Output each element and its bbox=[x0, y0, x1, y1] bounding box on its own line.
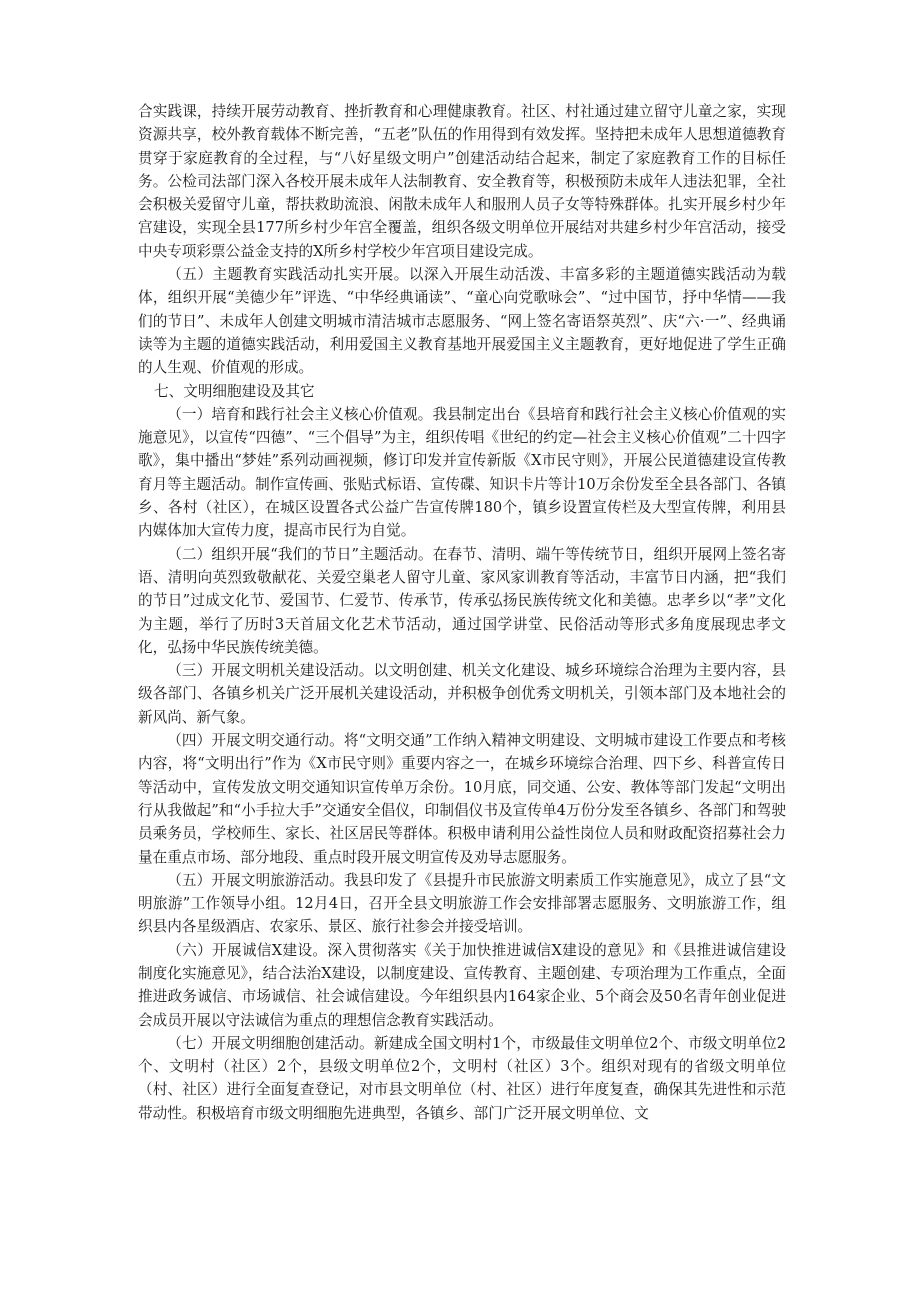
paragraph-civilized-tourism: （五）开展文明旅游活动。我县印发了《县提升市民旅游文明素质工作实施意见》，成立了县“文明旅游”工作领导小组。12月4日，召开全县文明旅游工作会安排部署志愿服务、文明旅游工作，组织县内各星级酒店、农家乐、景区、旅行社参会并接受培训。 bbox=[138, 871, 786, 936]
paragraph-theme-education-practice: （五）主题教育实践活动扎实开展。以深入开展生动活泼、丰富多彩的主题道德实践活动为载体，组织开展“美德少年”评选、“中华经典诵读”、“童心向党歌咏会”、“过中国节，抒中华情——我们的节日”、未成年人创建文明城市清洁城市志愿服务、“网上签名寄语祭英烈”、庆“六·一”、经典诵读等为主题的道德实践活动，利用爱国主义教育基地开展爱国主义主题教育，更好地促进了学生正确的人生观、价值观的形成。 bbox=[138, 266, 786, 377]
paragraph-integrity-building: （六）开展诚信X建设。深入贯彻落实《关于加快推进诚信X建设的意见》和《县推进诚信建设制度化实施意见》，结合法治X建设，以制度建设、宣传教育、主题创建、专项治理为工作重点，全面推进政务诚信、市场诚信、社会诚信建设。今年组织县内164家企业、5个商会及50名青年创业促进会成员开展以守法诚信为重点的理想信念教育实践活动。 bbox=[138, 941, 786, 1029]
paragraph-school-education-continued: 合实践课，持续开展劳动教育、挫折教育和心理健康教育。社区、村社通过建立留守儿童之家，实现资源共享，校外教育载体不断完善，“五老”队伍的作用得到有效发挥。坚持把未成年人思想道德教育贯穿于家庭教育的全过程，与“八好星级文明户”创建活动结合起来，制定了家庭教育工作的目标任务。公检司法部门深入各校开展未成年人法制教育、安全教育等，积极预防未成年人违法犯罪，全社会积极关爱留守儿童，帮扶救助流浪、闲散未成年人和服刑人员子女等特殊群体。扎实开展乡村少年宫建设，实现全县177所乡村少年宫全覆盖，组织各级文明单位开展结对共建乡村少年宫活动，接受中央专项彩票公益金支持的X所乡村学校少年宫项目建设完成。 bbox=[138, 103, 786, 260]
paragraph-our-festivals: （二）组织开展“我们的节日”主题活动。在春节、清明、端午等传统节日，组织开展网上签名寄语、清明向英烈致敬献花、关爱空巢老人留守儿童、家风家训教育等活动，丰富节日内涵，把“我们的节日”过成文化节、爱国节、仁爱节、传承节，传承弘扬民族传统文化和美德。忠孝乡以“孝”文化为主题，举行了历时3天首届文化艺术节活动，通过国学讲堂、民俗活动等形式多角度展现忠孝文化，弘扬中华民族传统美德。 bbox=[138, 545, 786, 656]
document-page bbox=[138, 100, 786, 1125]
paragraph-core-values: （一）培育和践行社会主义核心价值观。我县制定出台《县培育和践行社会主义核心价值观的实施意见》，以宣传“四德”、“三个倡导”为主，组织传唱《世纪的约定—社会主义核心价值观”二十四字歌》，集中播出“梦娃”系列动画视频，修订印发并宣传新版《X市民守则》，开展公民道德建设宣传教育月等主题活动。制作宣传画、张贴式标语、宣传碟、知识卡片等计10万余份发至全县各部门、各镇乡、各村（社区），在城区设置各式公益广告宣传牌180个，镇乡设置宣传栏及大型宣传牌，利用县内媒体加大宣传力度，提高市民行为自觉。 bbox=[138, 405, 786, 540]
paragraph-civilized-agencies: （三）开展文明机关建设活动。以文明创建、机关文化建设、城乡环境综合治理为主要内容，县级各部门、各镇乡机关广泛开展机关建设活动，并积极争创优秀文明机关，引领本部门及本地社会的新风尚、新气象。 bbox=[138, 662, 786, 726]
paragraph-civilization-cell-creation: （七）开展文明细胞创建活动。新建成全国文明村1个，市级最佳文明单位2个、市级文明单位2个、文明村（社区）2个，县级文明单位2个，文明村（社区）3个。组织对现有的省级文明单位（村、社区）进行全面复查登记，对市县文明单位（村、社区）进行年度复查，确保其先进性和示范带动性。积极培育市级文明细胞先进典型，各镇乡、部门广泛开展文明单位、文 bbox=[138, 1034, 786, 1122]
section-heading-civilization-cells: 七、文明细胞建设及其它 bbox=[154, 382, 315, 400]
paragraph-civilized-traffic: （四）开展文明交通行动。将“文明交通”工作纳入精神文明建设、文明城市建设工作要点和考核内容，将“文明出行”作为《X市民守则》重要内容之一，在城乡环境综合治理、四下乡、科普宣传日等活动中，宣传发放文明交通知识宣传单万余份。10月底，同交通、公安、教体等部门发起“文明出行从我做起”和“小手拉大手”交通安全倡仪，印制倡仪书及宣传单4万份分发至各镇乡、各部门和驾驶员乘务员，学校师生、家长、社区居民等群体。积极申请利用公益性岗位人员和财政配资招募社会力量在重点市场、部分地段、重点时段开展文明宣传及劝导志愿服务。 bbox=[138, 732, 786, 866]
